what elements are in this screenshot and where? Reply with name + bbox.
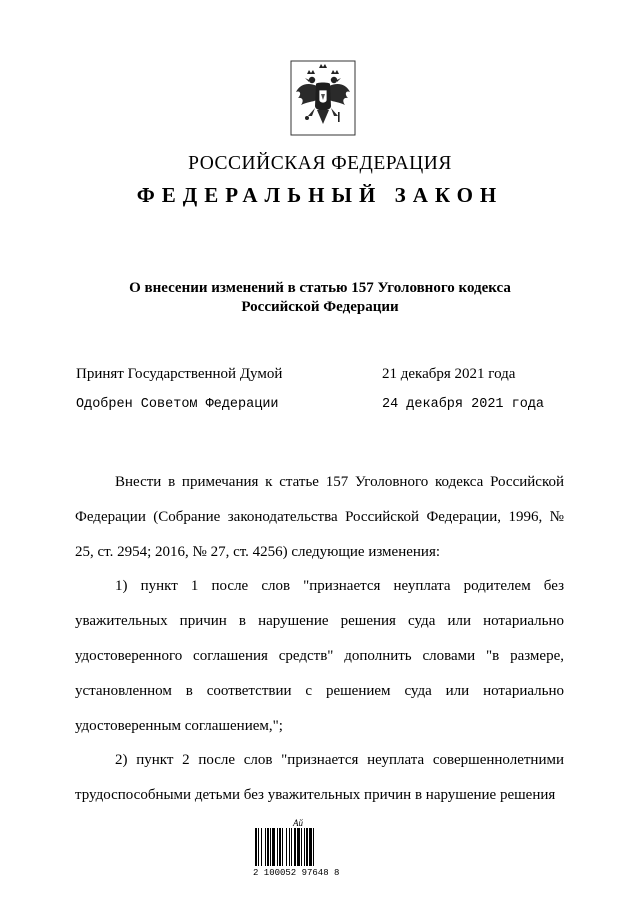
barcode-bar — [291, 828, 292, 866]
barcode-bar — [258, 828, 259, 866]
barcode-bar — [255, 828, 257, 866]
double-headed-eagle-icon — [290, 60, 356, 136]
barcode-bar — [313, 828, 314, 866]
barcode-bar — [270, 828, 271, 866]
barcode-bar — [306, 828, 308, 866]
barcode-bar — [289, 828, 290, 866]
law-title-line-1: О внесении изменений в статью 157 Уголовного кодекса — [129, 280, 511, 296]
barcode-bar — [265, 828, 266, 866]
barcode-bar — [294, 828, 296, 866]
barcode-bar — [304, 828, 305, 866]
barcode-number: 2 100052 97648 8 — [253, 868, 340, 878]
law-body — [75, 465, 564, 813]
barcode-bar — [279, 828, 281, 866]
body-intro-paragraph: Внести в примечания к статье 157 Уголовного кодекса Российской Федерации (Собрание законодательства Российской Федерации, 1996, № 25, ст. 2954; 2016, № 27, ст. 4256) следующие изменения: — [75, 474, 564, 560]
barcode-icon — [253, 828, 343, 866]
barcode-bar — [297, 828, 300, 866]
handwritten-signature: Ай — [293, 818, 303, 828]
barcode-bar — [272, 828, 275, 866]
barcode-bar — [286, 828, 287, 866]
barcode-bar — [301, 828, 302, 866]
law-title-line-2: Российской Федерации — [241, 299, 399, 315]
document-barcode — [253, 818, 343, 878]
adoption-body: Одобрен Советом Федерации — [76, 397, 279, 412]
state-emblem — [290, 60, 356, 136]
barcode-bar — [309, 828, 312, 866]
barcode-bar — [282, 828, 283, 866]
adoption-date: 21 декабря 2021 года — [382, 366, 516, 382]
adoption-row-duma — [0, 366, 640, 386]
adoption-date: 24 декабря 2021 года — [382, 397, 545, 412]
law-title — [80, 279, 560, 317]
document-type: ФЕДЕРАЛЬНЫЙ ЗАКОН — [136, 183, 504, 207]
adoption-row-council — [0, 397, 640, 417]
barcode-bar — [267, 828, 269, 866]
country-name: РОССИЙСКАЯ ФЕДЕРАЦИЯ — [188, 153, 452, 174]
body-item-1: 1) пункт 1 после слов "признается неуплата родителем без уважительных причин в нарушение решения суда или нотариально удостоверенного соглашения средств" дополнить словами "в размере, установленном в соответствии с решением суда или нотариально удостоверенным соглашением,"; — [75, 578, 564, 734]
barcode-bar — [261, 828, 262, 866]
body-item-2: 2) пункт 2 после слов "признается неуплата совершеннолетними трудоспособными детьми без уважительных причин в нарушение решения — [75, 752, 564, 804]
adoption-body: Принят Государственной Думой — [76, 366, 283, 382]
barcode-bar — [277, 828, 278, 866]
